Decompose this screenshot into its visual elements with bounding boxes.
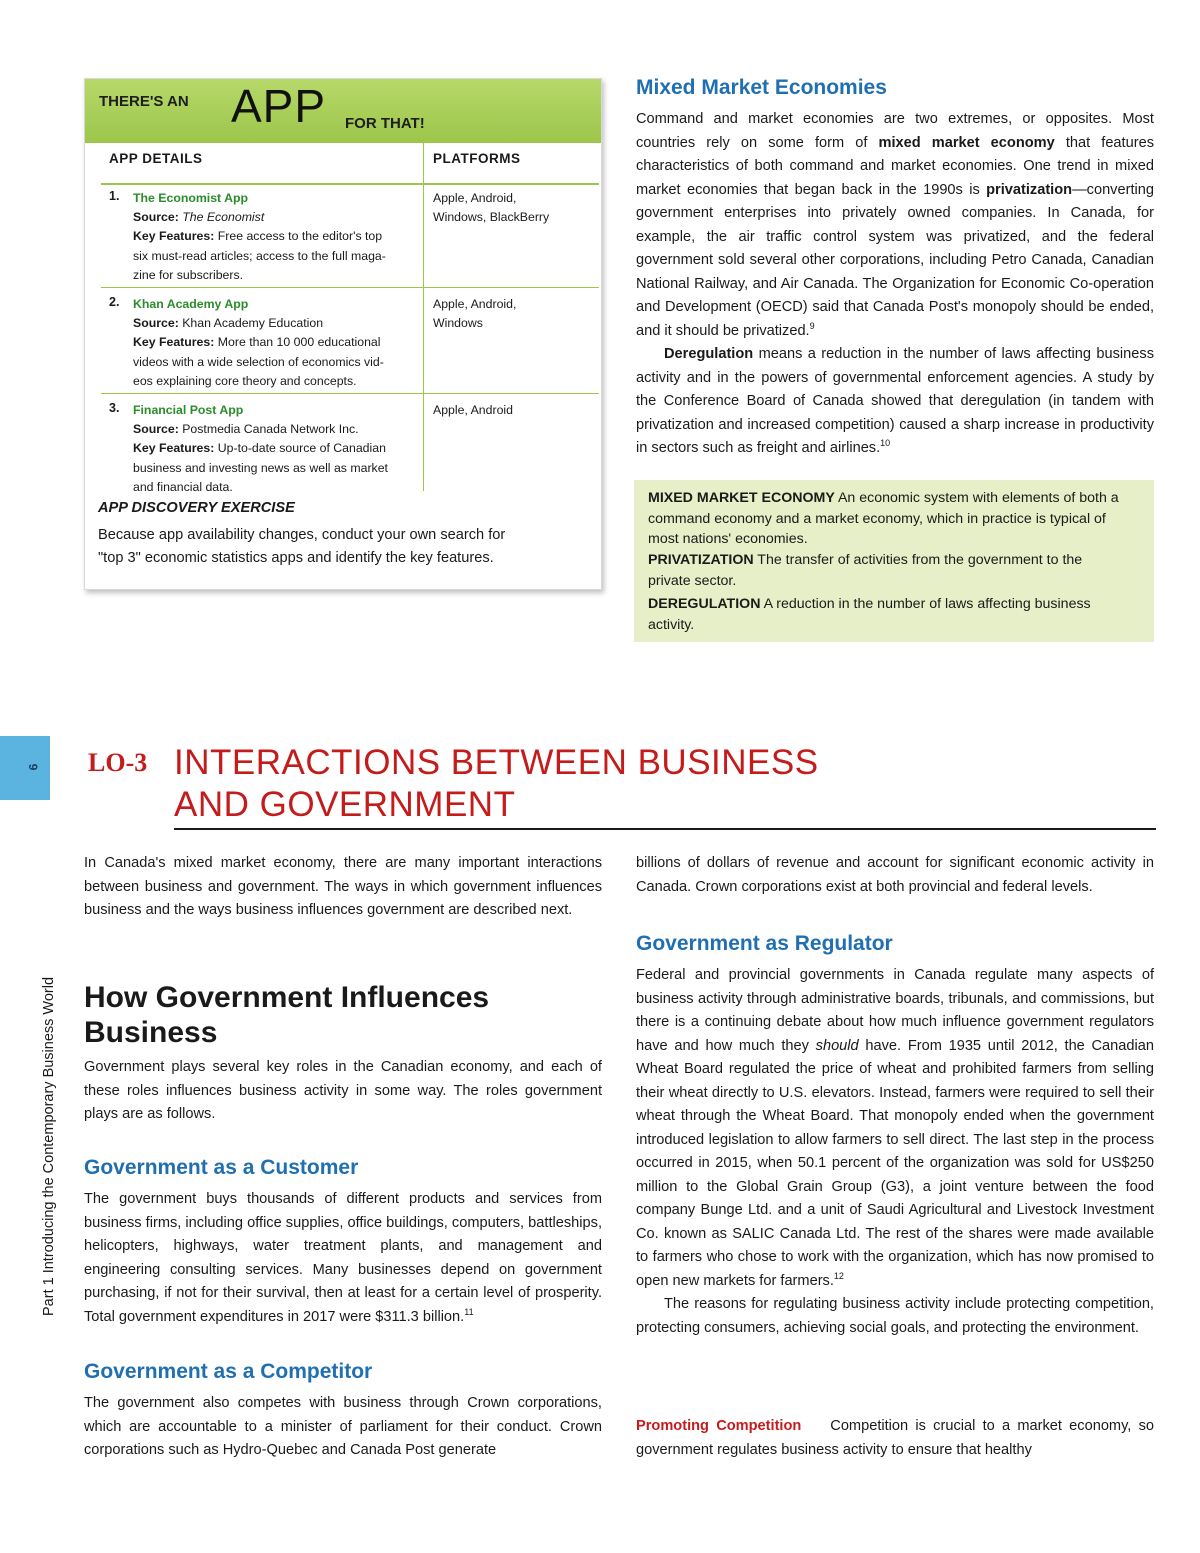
mixed-body (636, 108, 1154, 461)
promo-body (636, 1415, 1154, 1462)
mixed-heading: Mixed Market Economies (636, 76, 887, 99)
side-tab (0, 736, 50, 800)
term: privatization (986, 181, 1073, 198)
section-title-line: INTERACTIONS BETWEEN BUSINESS (174, 743, 819, 782)
features-line: eos explaining core theory and concepts. (133, 373, 357, 388)
running-head: Part 1 Introducing the Contemporary Business World (41, 976, 57, 1316)
features-label: Key Features: (133, 335, 215, 350)
page-number: 6 (26, 763, 41, 771)
features-line: six must-read articles; access to the full maga- (133, 248, 386, 263)
column-divider (423, 143, 424, 491)
text: that features characteristics of both command and market economies. One trend in mixed market economies that began back in the 1990s is (636, 134, 1154, 198)
app-platforms (433, 401, 593, 420)
cont-para: billions of dollars of revenue and account for significant economic activity in Canada. Crown corporations exist at both provincial and federal levels. (636, 855, 1154, 895)
app-details (133, 401, 415, 497)
row-divider (101, 393, 423, 394)
app-source: The Economist (182, 210, 265, 225)
app-name: The Economist App (133, 191, 249, 205)
features-line: business and investing news as well as market (133, 460, 388, 475)
learning-objective-label: LO-3 (88, 748, 148, 777)
def-text: A reduction in the number of laws affecting business activity. (648, 596, 1091, 633)
right-cont (636, 852, 1154, 899)
regulator-heading: Government as Regulator (636, 932, 893, 955)
footnote-ref: 12 (833, 1270, 844, 1281)
platforms-line: Apple, Android (433, 403, 513, 417)
footnote-ref: 11 (464, 1306, 474, 1317)
row-divider (423, 287, 599, 288)
text: —converting government enterprises into privately owned companies. In Canada, for example, the air traffic control system was privatized, and the federal government sold several other corporations, including Petro Canada, Canadian National Railway, and Air Canada. The Organization for Economic Co-operation and Development (OECD) said that Canada Post's monopoly should be ended, and it should be privatized. (636, 181, 1154, 339)
text: The government buys thousands of different products and services from business firms, including office supplies, office buildings, computers, battleships, helicopters, highways, water treatment plants, and management and engineering consulting services. Many businesses depend on government purchasing, if not for their survival, then at least for a certain level of prosperity. Total government expenditures in 2017 were $311.3 billion. (84, 1191, 602, 1325)
source-label: Source: (133, 210, 179, 225)
regulator-para (636, 964, 1154, 1293)
how-body (84, 1056, 602, 1127)
term: Deregulation (664, 346, 754, 362)
text: Competition is crucial to a market economy, so government regulates business activity to ensure that healthy (636, 1418, 1155, 1458)
def-text: An economic system with elements of both a command economy and a market economy, which in practice is typical of most nations' economies. (648, 490, 1119, 547)
banner-pre: THERE'S AN (99, 93, 189, 110)
regulator-body (636, 964, 1154, 1340)
platforms-line: Windows (433, 316, 483, 331)
col-platforms: PLATFORMS (433, 151, 521, 166)
app-platforms (433, 295, 593, 333)
features-line: Free access to the editor's top (217, 229, 383, 244)
row-divider (101, 287, 423, 288)
text: Federal and provincial governments in Canada regulate many aspects of business activity through administrative boards, tribunals, and commissions, but there is a continuing debate about how much influence government regulators have and how much they (636, 967, 1154, 1054)
features-line: videos with a wide selection of economics vid- (133, 354, 384, 369)
def-term: PRIVATIZATION (648, 552, 754, 568)
source-label: Source: (133, 316, 179, 331)
how-heading (84, 980, 604, 1050)
def-text: The transfer of activities from the government to the private sector. (648, 552, 1083, 589)
customer-heading: Government as a Customer (84, 1156, 359, 1179)
intro-para: In Canada's mixed market economy, there are many important interactions between business and government. The ways in which government influences business and the ways business influences government are described next. (84, 855, 602, 918)
mixed-para-2 (636, 343, 1154, 461)
section-title-line: AND GOVERNMENT (174, 785, 516, 824)
app-num: 3. (109, 401, 120, 415)
customer-body (84, 1188, 602, 1329)
app-banner (85, 79, 601, 143)
footnote-ref: 9 (809, 320, 815, 331)
definition (648, 594, 1128, 635)
features-label: Key Features: (133, 441, 215, 456)
how-para: Government plays several key roles in the Canadian economy, and each of these roles influences business activity in some way. The roles government plays are as follows. (84, 1059, 602, 1122)
banner-post: FOR THAT! (345, 115, 425, 132)
features-label: Key Features: (133, 229, 215, 244)
section-title (174, 742, 819, 826)
platforms-line: Apple, Android, (433, 297, 517, 311)
competitor-para: The government also competes with business through Crown corporations, which are accountable to a minister of parliament for their conduct. Crown corporations such as Hydro-Quebec and Canada Post generate (84, 1395, 602, 1458)
app-name: Financial Post App (133, 403, 244, 417)
text: means a reduction in the number of laws affecting business activity and in the powers of governmental enforcement agencies. A study by the Conference Board of Canada showed that deregulation (in tandem with privatization and increased competition) caused a sharp increase in productivity in sectors such as freight and airlines. (636, 346, 1154, 456)
platforms-line: Apple, Android, (433, 191, 517, 205)
banner-big: APP (231, 80, 327, 132)
reasons-para: The reasons for regulating business activity include protecting competition, protecting consumers, achieving social goals, and protecting the environment. (636, 1296, 1154, 1336)
app-table-header (101, 143, 599, 185)
features-line: zine for subscribers. (133, 267, 244, 282)
mixed-para-1 (636, 108, 1154, 343)
source-label: Source: (133, 422, 179, 437)
app-name: Khan Academy App (133, 297, 249, 311)
section-rule (174, 828, 1156, 830)
app-source: Khan Academy Education (182, 316, 324, 331)
def-term: MIXED MARKET ECONOMY (648, 490, 835, 506)
row-divider (423, 393, 599, 394)
promo-para (636, 1415, 1154, 1462)
term: mixed market economy (878, 134, 1055, 151)
exercise-body (98, 524, 582, 570)
footnote-ref: 10 (880, 438, 891, 449)
exercise-title: APP DISCOVERY EXERCISE (98, 500, 295, 516)
promo-label: Promoting Competition (636, 1418, 802, 1434)
text: Command and market economies are two extremes, or opposites. Most countries rely on some form of (636, 111, 1154, 151)
competitor-heading: Government as a Competitor (84, 1360, 373, 1383)
how-heading-line: How Government Influences (84, 981, 490, 1014)
exercise-line: "top 3" economic statistics apps and identify the key features. (98, 550, 494, 566)
exercise-line: Because app availability changes, conduct your own search for (98, 527, 506, 543)
definition (648, 550, 1128, 591)
definitions-box (634, 480, 1154, 642)
app-details (133, 189, 415, 285)
features-line: More than 10 000 educational (217, 335, 381, 350)
platforms-line: Windows, BlackBerry (433, 210, 550, 225)
competitor-body (84, 1392, 602, 1463)
app-platforms (433, 189, 593, 227)
app-num: 2. (109, 295, 120, 309)
features-line: Up-to-date source of Canadian (217, 441, 386, 456)
left-column (84, 852, 602, 923)
customer-para (84, 1188, 602, 1329)
app-details (133, 295, 415, 391)
features-line: and financial data. (133, 479, 233, 494)
col-details: APP DETAILS (109, 151, 203, 166)
text: have. From 1935 until 2012, the Canadian Wheat Board regulated the price of wheat and prohibited farmers from selling their wheat directly to U.S. elevators. Instead, farmers were required to sell their wheat through the Wheat Board. That monopoly ended when the government introduced legislation to allow farmers to sell direct. The last step in the process occurred in 2015, when 50.1 percent of the organization was sold for US$250 million to the Global Grain Group (G3), a joint venture between the food company Bunge Ltd. and a unit of Saudi Agricultural and Livestock Investment Co. known as SALIC Canada Ltd. The rest of the shares were made available to farmers who chose to work with the organization, which has now promised to open new markets for farmers. (636, 1037, 1155, 1289)
definition (648, 488, 1128, 550)
emphasis: should (815, 1037, 859, 1054)
how-heading-line: Business (84, 1016, 218, 1049)
def-term: DEREGULATION (648, 596, 761, 612)
app-source: Postmedia Canada Network Inc. (182, 422, 359, 437)
app-num: 1. (109, 189, 120, 203)
